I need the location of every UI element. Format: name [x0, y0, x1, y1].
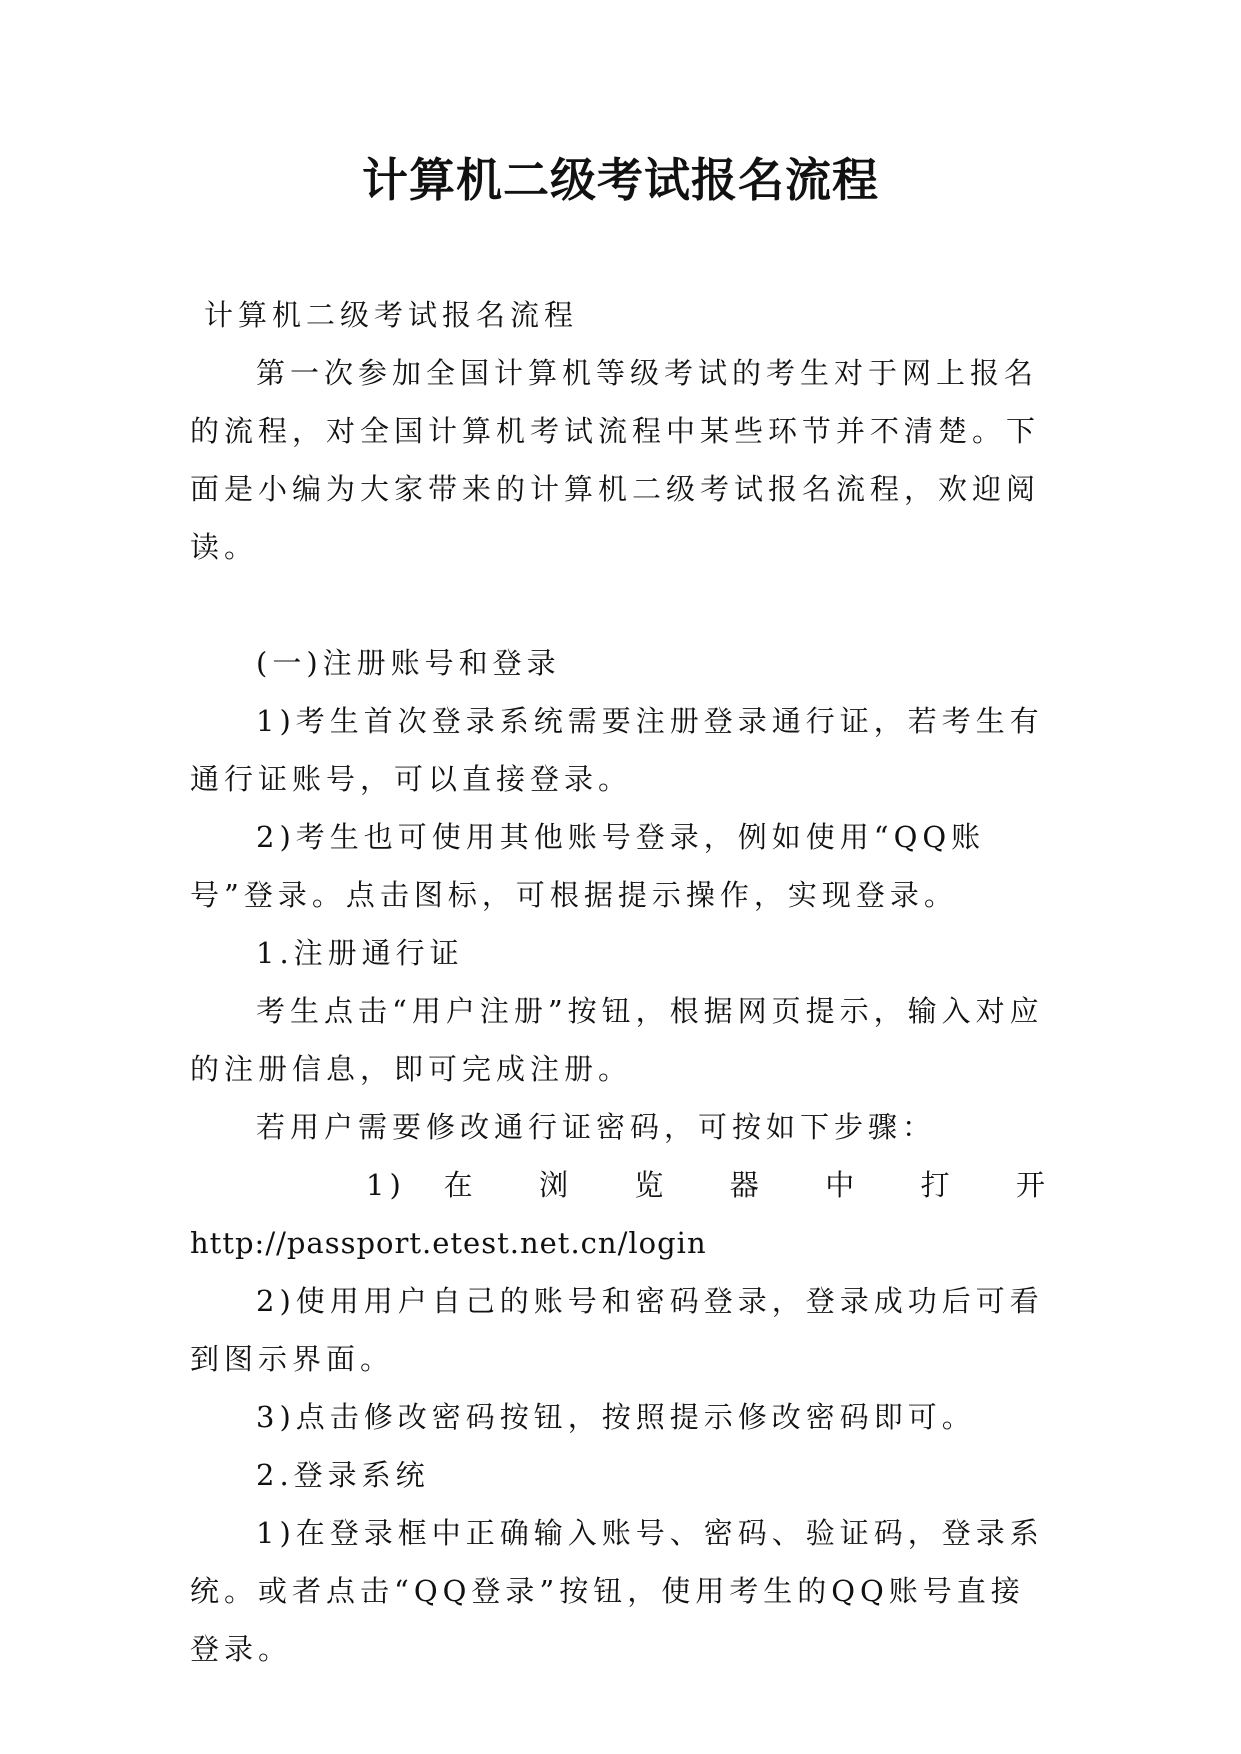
heading-register-passport: 1.注册通行证 — [256, 936, 464, 970]
step-open-browser: 1) 在 浏 览 器 中 打 开 — [366, 1168, 1050, 1202]
subtitle-paragraph: 计算机二级考试报名流程 — [204, 298, 579, 332]
paragraph-user-register: 考生点击“用户注册”按钮，根据网页提示，输入对应的注册信息，即可完成注册。 — [190, 994, 1044, 1086]
paragraph-spacer — [190, 576, 1050, 634]
paragraph-first-login: 1)考生首次登录系统需要注册登录通行证，若考生有通行证账号，可以直接登录。 — [190, 704, 1044, 796]
section-heading-register-login: (一)注册账号和登录 — [256, 646, 561, 680]
step-enter-credentials: 1)在登录框中正确输入账号、密码、验证码，登录系统。或者点击“QQ登录”按钮，使用考生的QQ账号直接登录。 — [190, 1516, 1044, 1666]
document-body — [190, 286, 1050, 1678]
step-login-own-account: 2)使用用户自己的账号和密码登录，登录成功后可看到图示界面。 — [190, 1284, 1044, 1376]
paragraph-change-password-intro: 若用户需要修改通行证密码，可按如下步骤： — [256, 1110, 937, 1144]
paragraph-other-account-login: 2)考生也可使用其他账号登录，例如使用“QQ账号”登录。点击图标，可根据提示操作，实现登录。 — [190, 820, 986, 912]
intro-paragraph: 第一次参加全国计算机等级考试的考生对于网上报名的流程，对全国计算机考试流程中某些环节并不清楚。下面是小编为大家带来的计算机二级考试报名流程，欢迎阅读。 — [190, 356, 1041, 564]
step-click-change-password: 3)点击修改密码按钮，按照提示修改密码即可。 — [256, 1400, 976, 1434]
passport-url: http://passport.etest.net.cn/login — [190, 1226, 707, 1260]
heading-login-system: 2.登录系统 — [256, 1458, 430, 1492]
document-title: 计算机二级考试报名流程 — [362, 153, 879, 207]
